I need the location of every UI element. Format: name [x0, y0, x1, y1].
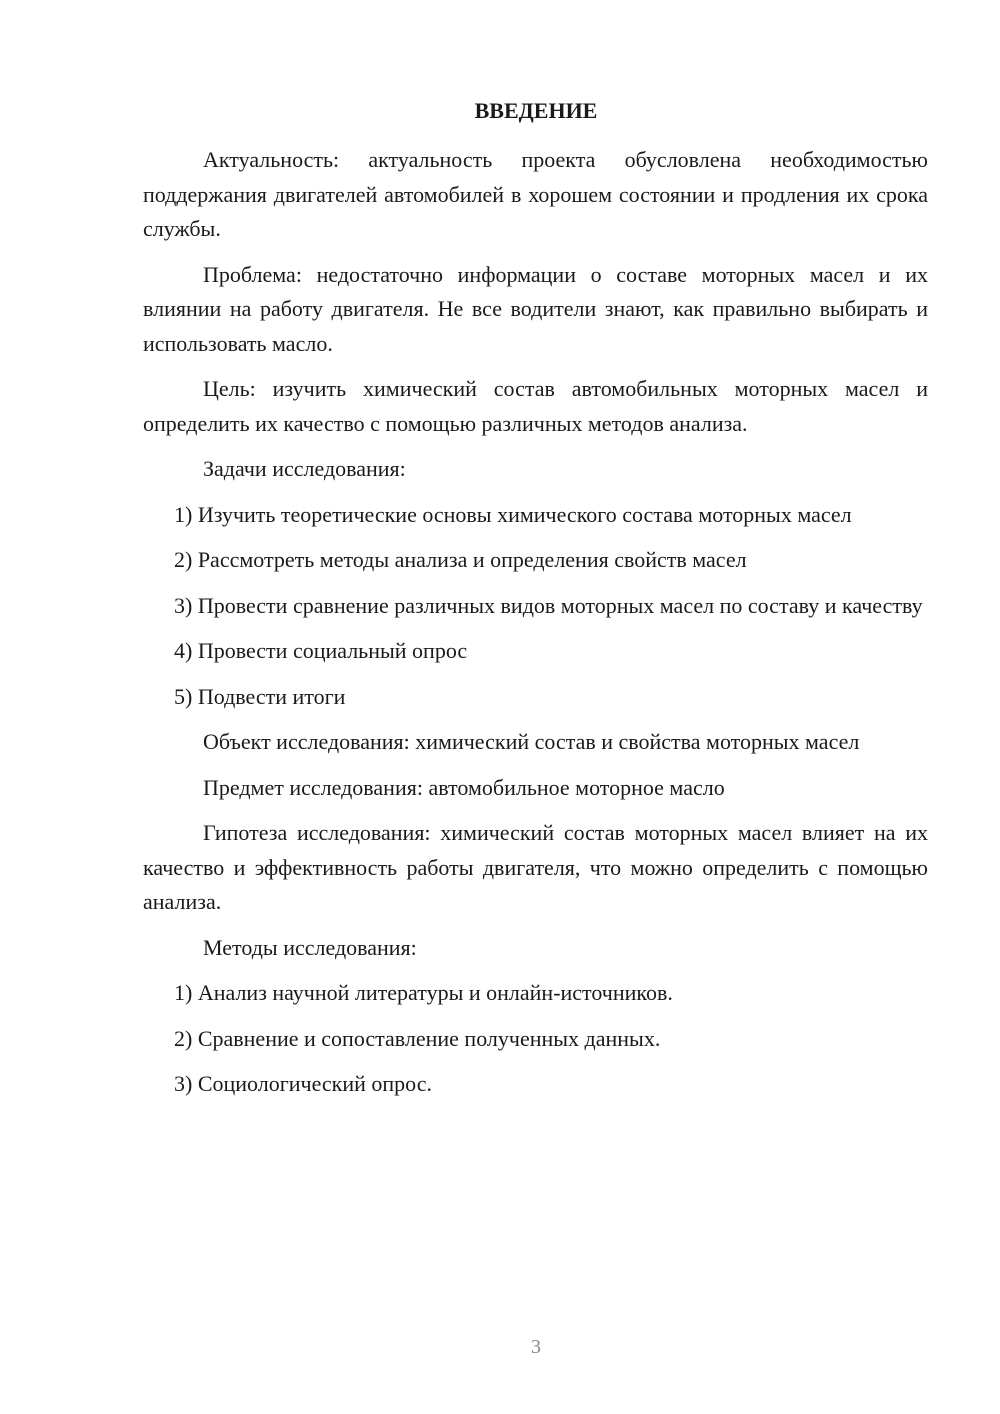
paragraph-subject: Предмет исследования: автомобильное моторное масло — [203, 774, 725, 800]
task-item-5: 5) Подвести итоги — [174, 683, 346, 709]
page-title: ВВЕДЕНИЕ — [474, 98, 598, 123]
task-item-3: 3) Провести сравнение различных видов моторных масел по составу и качеству — [174, 592, 923, 618]
task-item-4: 4) Провести социальный опрос — [174, 638, 468, 663]
body-text — [143, 143, 928, 1113]
paragraph-object: Объект исследования: химический состав и свойства моторных масел — [203, 729, 860, 754]
method-item-3: 3) Социологический опрос. — [174, 1071, 432, 1096]
method-item-1: 1) Анализ научной литературы и онлайн-источников. — [174, 980, 673, 1005]
method-item-2: 2) Сравнение и сопоставление полученных данных. — [174, 1025, 661, 1051]
paragraph-problem: Проблема: недостаточно информации о составе моторных масел и их влиянии на работу двигателя. Не все водители знают, как правильно выбирать и использовать масло. — [143, 261, 928, 356]
paragraph-tasks-heading: Задачи исследования: — [203, 456, 406, 481]
task-item-1: 1) Изучить теоретические основы химического состава моторных масел — [174, 501, 852, 527]
task-item-2: 2) Рассмотреть методы анализа и определения свойств масел — [174, 547, 747, 572]
paragraph-hypothesis: Гипотеза исследования: химический состав моторных масел влияет на их качество и эффективность работы двигателя, что можно определить с помощью анализа. — [143, 820, 928, 914]
paragraph-goal: Цель: изучить химический состав автомобильных моторных масел и определить их качество с помощью различных методов анализа. — [143, 376, 928, 436]
paragraph-methods-heading: Методы исследования: — [203, 934, 417, 960]
paragraph-relevance: Актуальность: актуальность проекта обусловлена необходимостью поддержания двигателей автомобилей в хорошем состоянии и продления их срока службы. — [143, 147, 928, 241]
page-number: 3 — [531, 1336, 541, 1358]
